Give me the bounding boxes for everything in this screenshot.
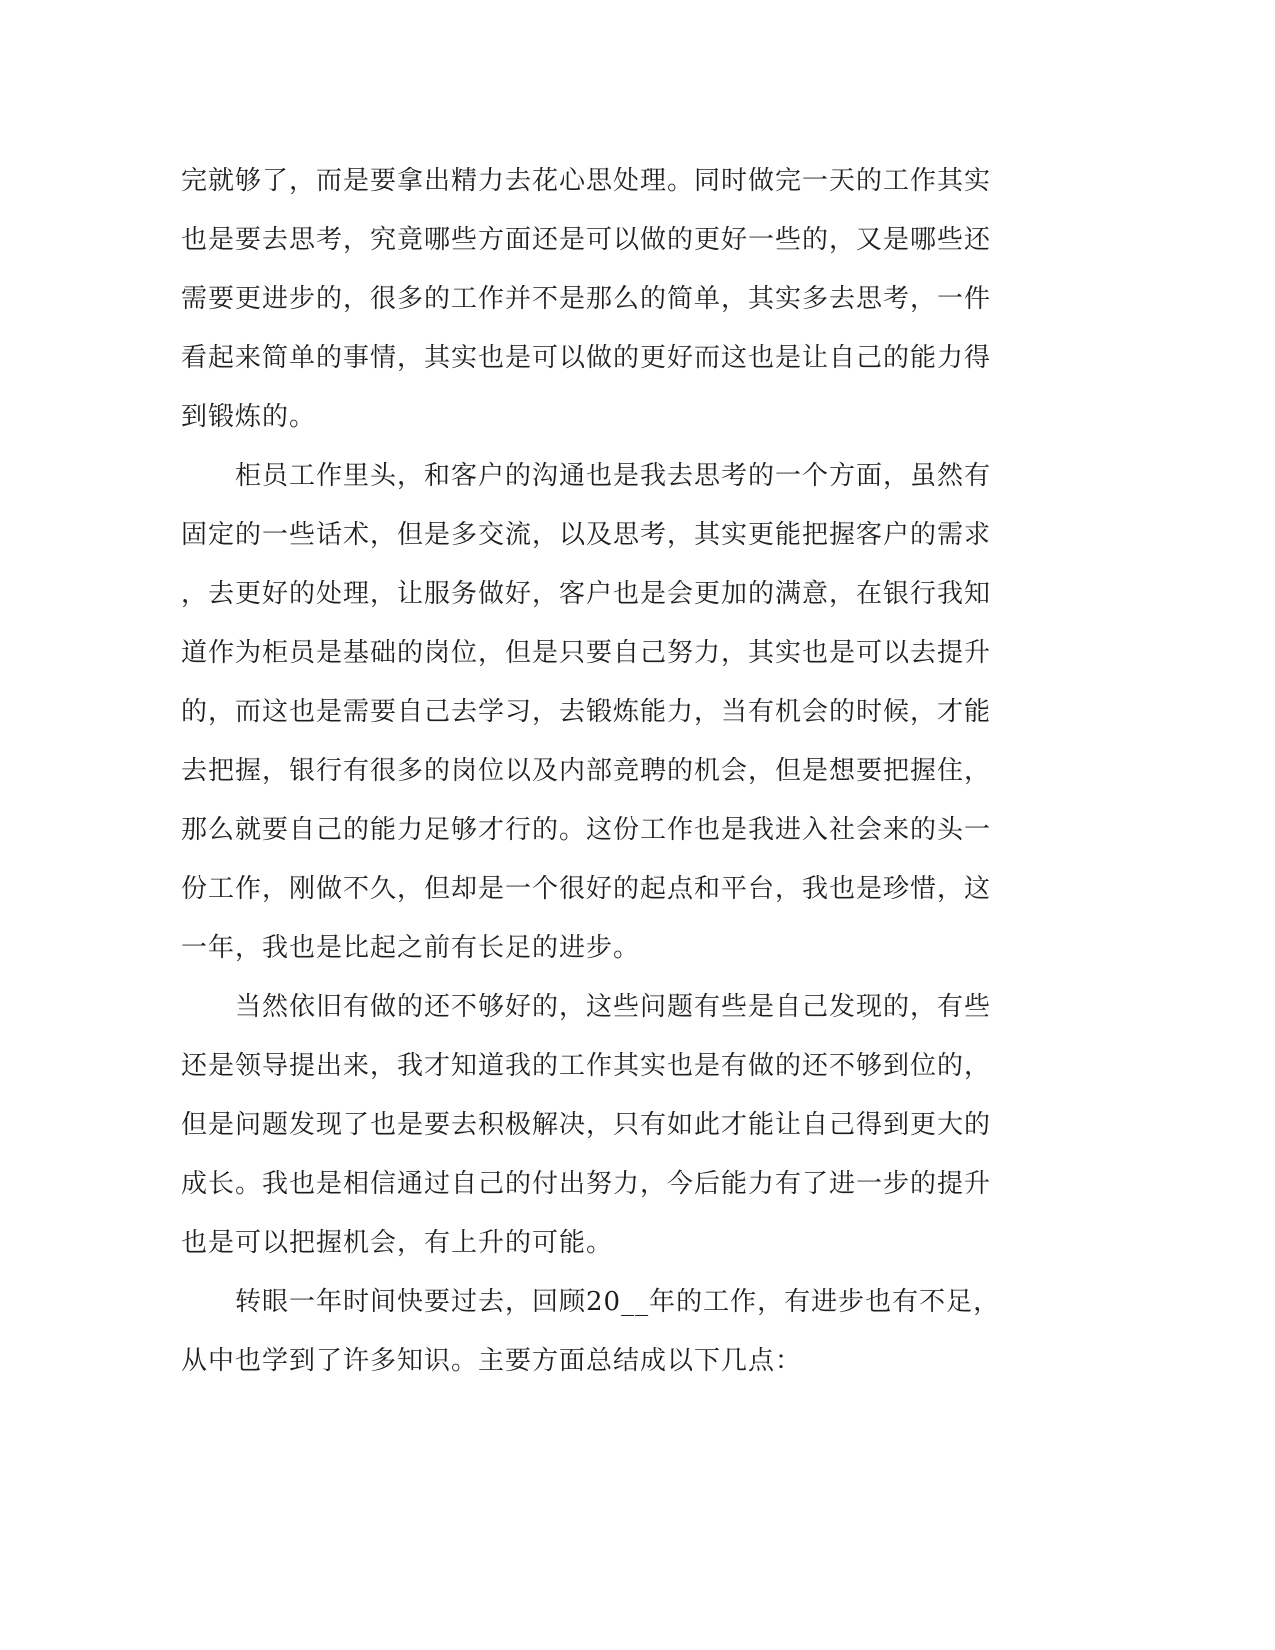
text-line: 道作为柜员是基础的岗位，但是只要自己努力，其实也是可以去提升 [181,638,992,668]
text-line: 需要更进步的，很多的工作并不是那么的简单，其实多去思考，一件 [181,284,992,314]
text-line: 还是领导提出来，我才知道我的工作其实也是有做的还不够到位的， [181,1051,992,1081]
text-line: 完就够了，而是要拿出精力去花心思处理。同时做完一天的工作其实 [181,166,992,196]
text-line: 也是可以把握机会，有上升的可能。 [181,1228,614,1258]
text-line: 固定的一些话术，但是多交流，以及思考，其实更能把握客户的需求 [181,520,992,550]
text-line: 也是要去思考，究竟哪些方面还是可以做的更好一些的，又是哪些还 [181,225,992,255]
text-line: 转眼一年时间快要过去，回顾20__年的工作，有进步也有不足， [181,1287,1001,1317]
text-line: 但是问题发现了也是要去积极解决，只有如此才能让自己得到更大的 [181,1110,992,1140]
document-body [181,152,1031,1391]
text-line: 那么就要自己的能力足够才行的。这份工作也是我进入社会来的头一 [181,815,992,845]
text-line: 到锻炼的。 [181,402,317,432]
text-line: 一年，我也是比起之前有长足的进步。 [181,933,641,963]
text-line: 看起来简单的事情，其实也是可以做的更好而这也是让自己的能力得 [181,343,992,373]
paragraph-4 [181,1273,1031,1391]
text-line: 从中也学到了许多知识。主要方面总结成以下几点： [181,1346,803,1376]
text-line: 份工作，刚做不久，但却是一个很好的起点和平台，我也是珍惜，这 [181,874,992,904]
text-line: ，去更好的处理，让服务做好，客户也是会更加的满意，在银行我知 [181,579,992,609]
paragraph-1 [181,152,1031,447]
paragraph-3 [181,978,1031,1273]
text-line: 成长。我也是相信通过自己的付出努力，今后能力有了进一步的提升 [181,1169,992,1199]
text-line: 的，而这也是需要自己去学习，去锻炼能力，当有机会的时候，才能 [181,697,992,727]
text-line: 去把握，银行有很多的岗位以及内部竞聘的机会，但是想要把握住， [181,756,992,786]
text-line: 柜员工作里头，和客户的沟通也是我去思考的一个方面，虽然有 [181,461,992,491]
paragraph-2 [181,447,1031,978]
text-line: 当然依旧有做的还不够好的，这些问题有些是自己发现的，有些 [181,992,992,1022]
